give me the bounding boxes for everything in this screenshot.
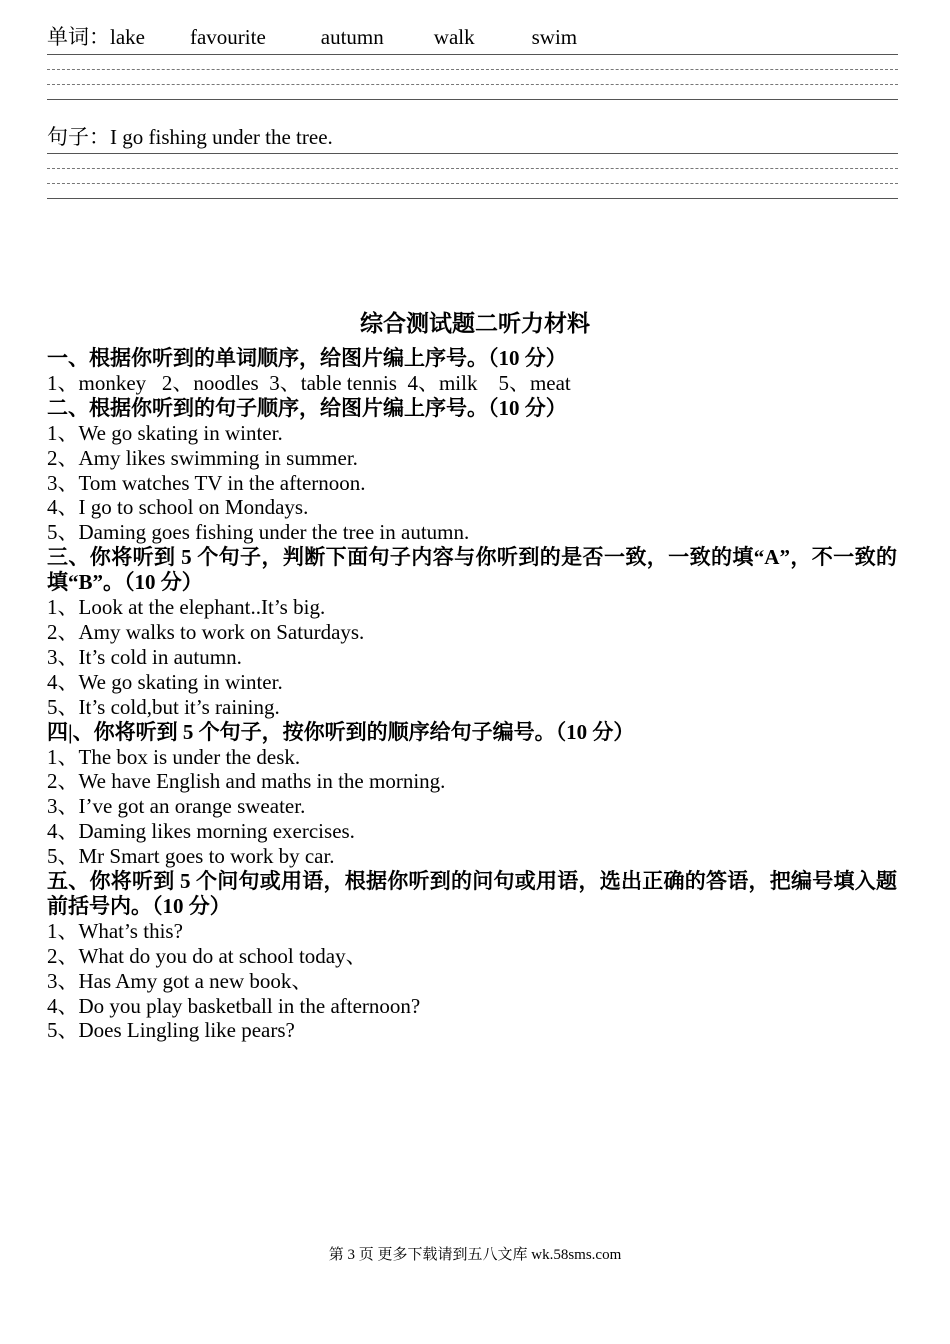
list-item: 3、Has Amy got a new book、	[47, 968, 313, 993]
sentence-writing-block	[47, 124, 898, 150]
list-item: 1、The box is under the desk.	[47, 744, 301, 769]
list-item: 4、Do you play basketball in the afternoon?	[47, 993, 421, 1018]
writing-rule	[47, 84, 898, 85]
writing-rule	[47, 54, 898, 55]
writing-rule	[47, 183, 898, 184]
list-item: 5、Does Lingling like pears?	[47, 1018, 295, 1043]
writing-rule	[47, 153, 898, 154]
list-item: 1、Look at the elephant..It’s big.	[47, 595, 326, 620]
writing-rule	[47, 99, 898, 100]
sentence-text: I go fishing under the tree.	[110, 125, 333, 149]
list-item: 5、Mr Smart goes to work by car.	[47, 844, 335, 869]
list-item: 1、What’s this?	[47, 918, 183, 943]
page-footer: 第 3 页 更多下载请到五八文库 wk.58sms.com	[328, 1247, 622, 1263]
list-item: 3、I’ve got an orange sweater.	[47, 794, 306, 819]
section-heading: 一、根据你听到的单词顺序，给图片编上序号。（10 分）	[47, 346, 567, 370]
section-heading: 四|、你将听到 5 个句子，按你听到的顺序给句子编号。（10 分）	[47, 719, 635, 744]
listening-material	[47, 346, 897, 1043]
word-item: swim	[531, 25, 578, 49]
list-item: 5、Daming goes fishing under the tree in autumn.	[47, 520, 470, 545]
list-item: 5、It’s cold,but it’s raining.	[47, 694, 280, 719]
word-writing-block	[47, 24, 898, 50]
list-item: 4、I go to school on Mondays.	[47, 495, 309, 520]
list-item: 3、It’s cold in autumn.	[47, 644, 242, 669]
list-item: 4、We go skating in winter.	[47, 669, 283, 694]
word-item: lake	[110, 25, 145, 49]
sentence-label: 句子：	[47, 125, 110, 149]
word-item: walk	[433, 25, 475, 49]
section-heading: 三、你将听到 5 个句子，判断下面句子内容与你听到的是否一致，一致的填“A”，不一致的填“B”。（10 分）	[47, 545, 897, 595]
list-item: 1、We go skating in winter.	[47, 420, 283, 445]
writing-rule	[47, 168, 898, 169]
word-label: 单词：	[47, 25, 110, 49]
writing-rule	[47, 198, 898, 199]
list-item: 2、Amy likes swimming in summer.	[47, 445, 358, 470]
word-item: autumn	[320, 25, 384, 49]
list-item: 3、Tom watches TV in the afternoon.	[47, 470, 366, 495]
word-item: favourite	[189, 25, 266, 49]
writing-rule	[47, 69, 898, 70]
section-heading: 二、根据你听到的句子顺序，给图片编上序号。（10 分）	[47, 395, 567, 420]
word-row	[47, 24, 898, 50]
list-item: 4、Daming likes morning exercises.	[47, 819, 355, 844]
page-title: 综合测试题二听力材料	[360, 311, 590, 336]
section-heading: 五、你将听到 5 个问句或用语，根据你听到的问句或用语，选出正确的答语，把编号填入题前括号内。（10 分）	[47, 869, 897, 918]
list-item: 2、What do you do at school today、	[47, 943, 367, 968]
sentence-row	[47, 124, 898, 150]
list-item: 2、We have English and maths in the morning.	[47, 769, 446, 794]
list-item: 1、monkey 2、noodles 3、table tennis 4、milk 5、meat	[47, 370, 571, 395]
list-item: 2、Amy walks to work on Saturdays.	[47, 619, 365, 644]
